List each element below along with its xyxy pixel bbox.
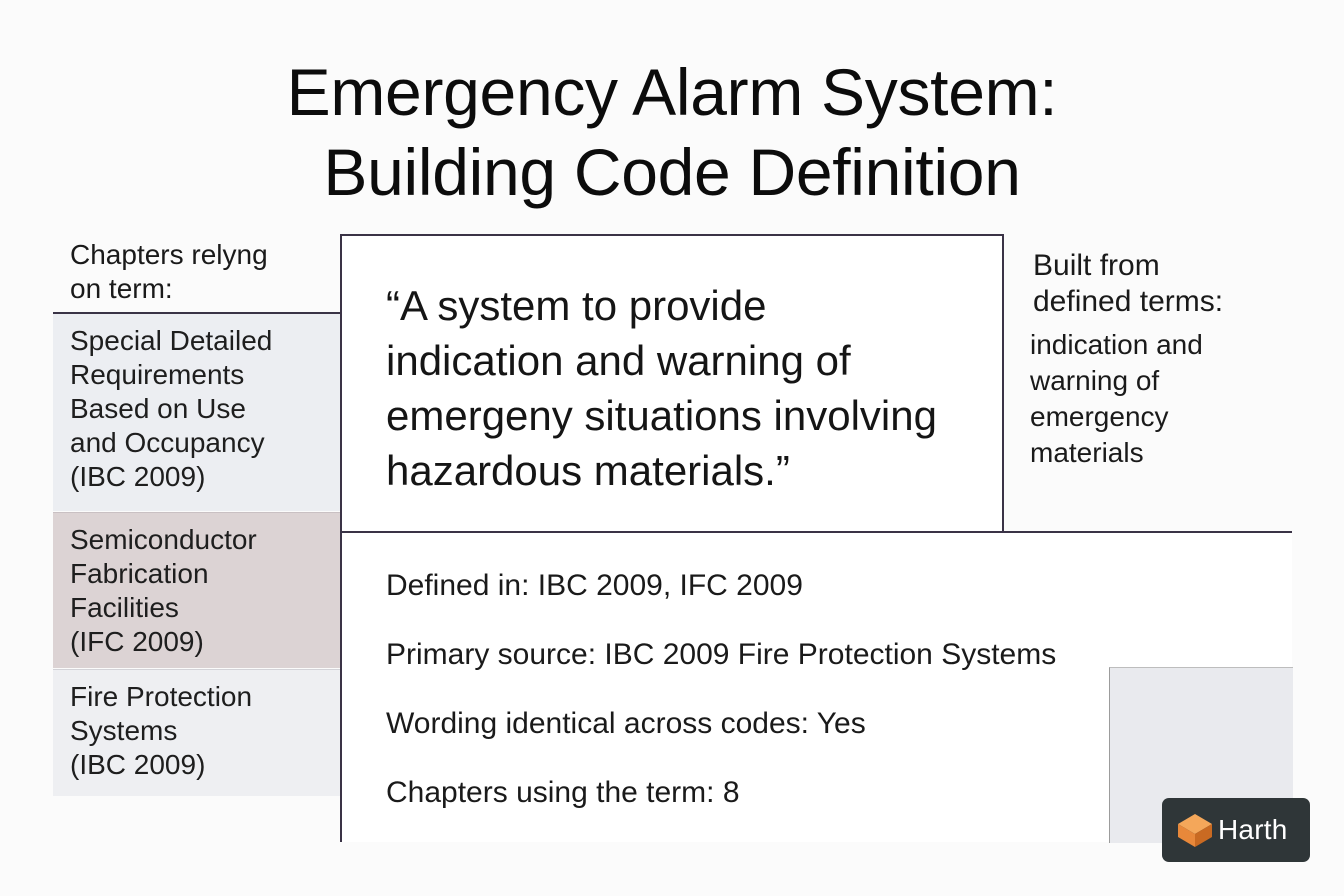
harth-logo-badge <box>1162 798 1310 862</box>
chapter-item-line: Requirements <box>70 359 245 390</box>
built-from-label-line-1: Built from <box>1033 249 1160 282</box>
facts-left-divider <box>340 533 342 842</box>
chapter-item-line: (IBC 2009) <box>70 749 206 780</box>
chapter-item-line: (IFC 2009) <box>70 626 204 657</box>
definition-quote <box>386 278 986 498</box>
definition-line: indication and warning of <box>386 337 851 384</box>
definition-line: hazardous materials.” <box>386 447 790 494</box>
built-from-term-line: indication and <box>1030 329 1203 360</box>
definition-line: emergeny situations involving <box>386 392 937 439</box>
chapter-item-line: Systems <box>70 715 178 746</box>
chapter-item-line: Fire Protection <box>70 681 253 712</box>
built-from-label-line-2: defined terms: <box>1033 285 1224 318</box>
fact-chapters-using: Chapters using the term: 8 <box>386 776 740 809</box>
page-title-line-2: Building Code Definition <box>323 135 1021 209</box>
built-from-term-line: emergency <box>1030 401 1169 432</box>
chapters-label <box>70 238 268 306</box>
chapter-item-line: Special Detailed <box>70 325 273 356</box>
chapters-label-line-1: Chapters relyng <box>70 239 268 270</box>
logo-text: Harth <box>1218 814 1288 845</box>
facts-top-divider <box>340 531 1292 533</box>
fact-wording-identical: Wording identical across codes: Yes <box>386 707 866 740</box>
house-cube-icon <box>1176 812 1214 848</box>
built-from-term-line: warning of <box>1030 365 1160 396</box>
chapter-item-line: and Occupancy <box>70 427 265 458</box>
built-from-terms <box>1030 327 1203 471</box>
page-title-line-1: Emergency Alarm System: <box>286 55 1058 129</box>
page-title <box>0 52 1344 212</box>
chapter-item-line: Facilities <box>70 592 179 623</box>
chapter-item-line: Semiconductor <box>70 524 257 555</box>
fact-defined-in: Defined in: IBC 2009, IFC 2009 <box>386 569 803 602</box>
built-from-label <box>1033 248 1223 320</box>
built-from-term-line: materials <box>1030 437 1144 468</box>
chapter-item-line: (IBC 2009) <box>70 461 206 492</box>
definition-line: “A system to provide <box>386 282 767 329</box>
chapter-item-fire-protection-systems <box>53 669 341 796</box>
chapter-item-line: Fabrication <box>70 558 209 589</box>
fact-primary-source: Primary source: IBC 2009 Fire Protection Systems <box>386 638 1057 671</box>
chapter-item-special-detailed-requirements <box>53 314 341 511</box>
chapter-item-semiconductor-fabrication <box>53 512 341 668</box>
chapter-item-line: Based on Use <box>70 393 246 424</box>
chapters-label-line-2: on term: <box>70 273 173 304</box>
